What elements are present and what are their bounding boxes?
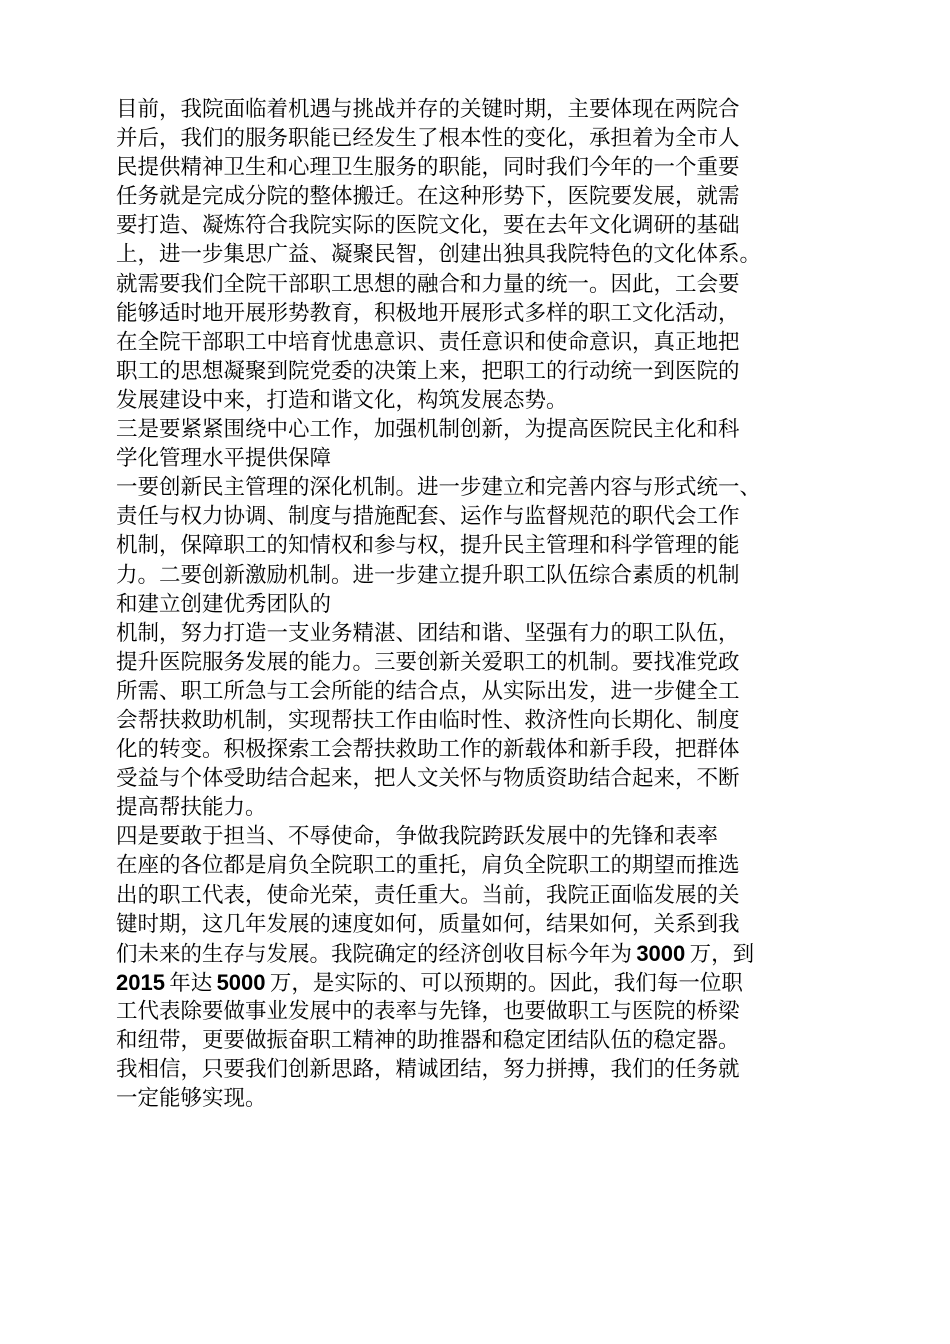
section-heading: 四是要敢于担当、不辱使命，争做我院跨跃发展中的先锋和表率 xyxy=(116,824,719,850)
text-line: 并后，我们的服务职能已经发生了根本性的变化，承担着为全市人 xyxy=(116,126,740,152)
target-figure-this-year: 3000 xyxy=(636,940,686,966)
target-year: 2015 xyxy=(116,969,165,995)
text-line: 能够适时地开展形势教育，积极地开展形式多样的职工文化活动， xyxy=(116,300,740,326)
text-segment: 万，到 xyxy=(689,941,755,967)
text-line: 键时期，这几年发展的速度如何，质量如何，结果如何，关系到我 xyxy=(116,911,740,937)
text-line: 受益与个体受助结合起来，把人文关怀与物质资助结合起来，不断 xyxy=(116,766,740,792)
text-line: 我相信，只要我们创新思路，精诚团结，努力拼搏，我们的任务就 xyxy=(116,1057,740,1083)
text-line-with-figure xyxy=(116,939,846,968)
text-segment: 万，是实际的、可以预期的。因此，我们每一位职 xyxy=(269,970,743,996)
text-line: 机制，努力打造一支业务精湛、团结和谐、坚强有力的职工队伍， xyxy=(116,620,740,646)
text-line: 一定能够实现。 xyxy=(116,1086,267,1112)
text-line: 责任与权力协调、制度与措施配套、运作与监督规范的职代会工作 xyxy=(116,504,740,530)
text-line-with-figure xyxy=(116,968,846,997)
text-line: 化的转变。积极探索工会帮扶救助工作的新载体和新手段，把群体 xyxy=(116,737,740,763)
text-line: 任务就是完成分院的整体搬迁。在这种形势下，医院要发展，就需 xyxy=(116,184,740,210)
text-line: 发展建设中来，打造和谐文化，构筑发展态势。 xyxy=(116,387,568,413)
text-line: 和纽带，更要做振奋职工精神的助推器和稳定团结队伍的稳定器。 xyxy=(116,1028,740,1053)
body-text xyxy=(116,95,846,1113)
section-heading: 三是要紧紧围绕中心工作，加强机制创新，为提高医院民主化和科 xyxy=(116,417,740,443)
text-line: 在座的各位都是肩负全院职工的重托，肩负全院职工的期望而推选 xyxy=(116,853,740,879)
text-line: 一要创新民主管理的深化机制。进一步建立和完善内容与形式统一、 xyxy=(116,475,762,501)
text-line: 出的职工代表，使命光荣，责任重大。当前，我院正面临发展的关 xyxy=(116,882,740,908)
text-segment: 们未来的生存与发展。我院确定的经济创收目标今年为 xyxy=(116,941,633,967)
text-line: 上，进一步集思广益、凝聚民智，创建出独具我院特色的文化体系。 xyxy=(116,242,762,268)
text-line: 会帮扶救助机制，实现帮扶工作由临时性、救济性向长期化、制度 xyxy=(116,707,740,733)
text-line: 要打造、凝炼符合我院实际的医院文化，要在去年文化调研的基础 xyxy=(116,213,740,239)
text-line: 提高帮扶能力。 xyxy=(116,795,267,821)
text-line: 在全院干部职工中培育忧患意识、责任意识和使命意识，真正地把 xyxy=(116,329,740,355)
text-line: 提升医院服务发展的能力。三要创新关爱职工的机制。要找准党政 xyxy=(116,649,740,675)
text-line: 工代表除要做事业发展中的表率与先锋，也要做职工与医院的桥梁 xyxy=(116,998,740,1024)
text-line: 职工的思想凝聚到院党委的决策上来，把职工的行动统一到医院的 xyxy=(116,358,740,384)
section-heading: 学化管理水平提供保障 xyxy=(116,446,332,472)
text-line: 力。二要创新激励机制。进一步建立提升职工队伍综合素质的机制 xyxy=(116,562,740,588)
text-line: 民提供精神卫生和心理卫生服务的职能，同时我们今年的一个重要 xyxy=(116,155,740,181)
text-line: 目前，我院面临着机遇与挑战并存的关键时期，主要体现在两院合 xyxy=(116,97,740,122)
text-line: 所需、职工所急与工会所能的结合点，从实际出发，进一步健全工 xyxy=(116,678,740,704)
text-segment: 年达 xyxy=(169,970,213,996)
text-line: 机制，保障职工的知情权和参与权，提升民主管理和科学管理的能 xyxy=(116,533,740,559)
text-line: 就需要我们全院干部职工思想的融合和力量的统一。因此，工会要 xyxy=(116,271,740,297)
target-figure-2015: 5000 xyxy=(216,969,266,995)
text-line: 和建立创建优秀团队的 xyxy=(116,591,332,617)
